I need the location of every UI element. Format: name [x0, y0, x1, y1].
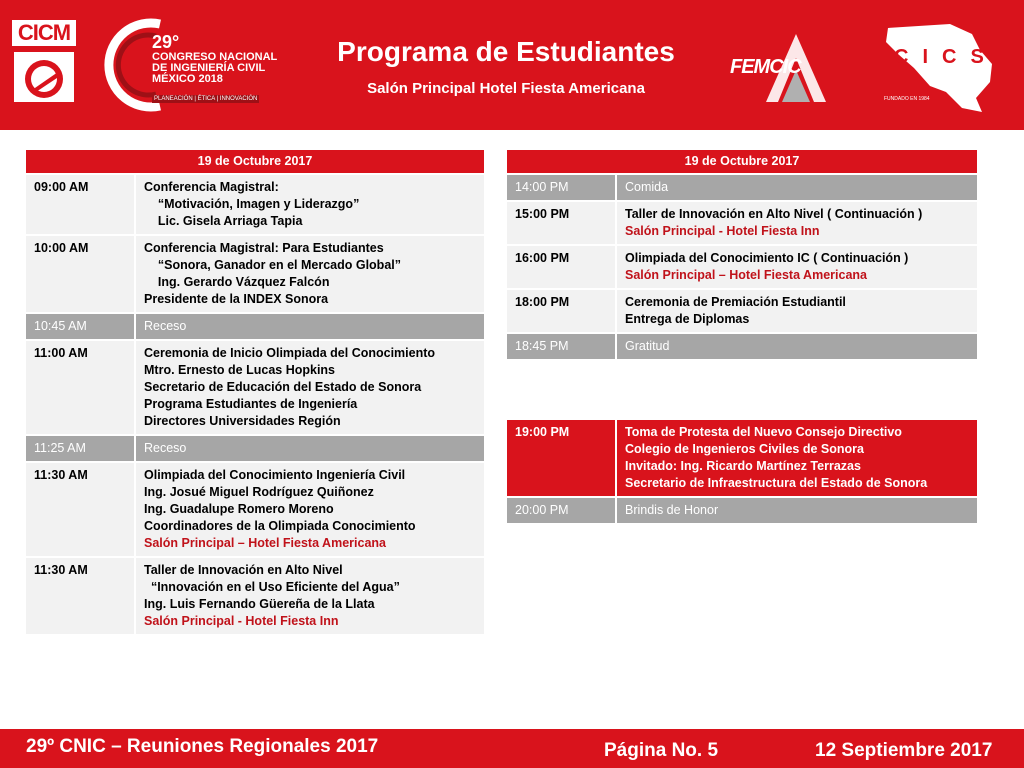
schedule-time: 16:00 PM [507, 245, 616, 289]
schedule-row [507, 420, 977, 497]
schedule-row [507, 289, 977, 333]
schedule-location: Salón Principal - Hotel Fiesta Inn [144, 614, 339, 628]
schedule-line: Invitado: Ing. Ricardo Martínez Terrazas [625, 459, 861, 473]
schedule-line: Olimpiada del Conocimiento IC ( Continuación ) [625, 251, 909, 265]
right-table-date: 19 de Octubre 2017 [507, 150, 977, 174]
schedule-row [26, 435, 484, 462]
evening-schedule-table [507, 420, 977, 525]
footer-date: 12 Septiembre 2017 [815, 740, 993, 761]
schedule-line: Colegio de Ingenieros Civiles de Sonora [625, 442, 864, 456]
schedule-line: Ceremonia de Inicio Olimpiada del Conocimiento [144, 346, 436, 360]
schedule-time: 11:00 AM [26, 340, 135, 435]
schedule-line: Mtro. Ernesto de Lucas Hopkins [144, 363, 336, 377]
congreso-name: CONGRESO NACIONAL DE INGENIERÍA CIVIL MÉXICO 2018 [152, 51, 278, 85]
schedule-line: Receso [144, 319, 187, 333]
cics-logo-text: CICS [894, 46, 998, 68]
schedule-description [616, 201, 977, 245]
cics-logo [880, 20, 1000, 116]
schedule-line: Lic. Gisela Arriaga Tapia [144, 214, 303, 228]
schedule-line: Secretario de Infraestructura del Estado de Sonora [625, 476, 928, 490]
schedule-line: Entrega de Diplomas [625, 312, 750, 326]
schedule-description [616, 245, 977, 289]
schedule-description [616, 497, 977, 524]
schedule-line: Toma de Protesta del Nuevo Consejo Directivo [625, 425, 902, 439]
schedule-row [26, 235, 484, 313]
femcic-logo-text: FEMCIC [730, 56, 801, 78]
schedule-description [135, 340, 484, 435]
schedule-time: 11:25 AM [26, 435, 135, 462]
schedule-line: Ing. Josué Miguel Rodríguez Quiñonez [144, 485, 374, 499]
page-subtitle: Salón Principal Hotel Fiesta Americana [367, 80, 645, 97]
schedule-row [26, 462, 484, 557]
schedule-description [135, 435, 484, 462]
schedule-line: Brindis de Honor [625, 503, 719, 517]
schedule-line: Programa Estudiantes de Ingeniería [144, 397, 358, 411]
schedule-time: 18:45 PM [507, 333, 616, 360]
schedule-description [616, 420, 977, 497]
schedule-line: Taller de Innovación en Alto Nivel [144, 563, 343, 577]
schedule-row [26, 340, 484, 435]
congreso-logo [100, 14, 290, 114]
schedule-line: Conferencia Magistral: [144, 180, 279, 194]
footer-event: 29º CNIC – Reuniones Regionales 2017 [26, 736, 379, 757]
schedule-row [507, 201, 977, 245]
cicm-emblem-icon [14, 52, 74, 102]
schedule-description [135, 235, 484, 313]
schedule-time: 19:00 PM [507, 420, 616, 497]
schedule-line: Coordinadores de la Olimpiada Conocimiento [144, 519, 416, 533]
schedule-line: Conferencia Magistral: Para Estudiantes [144, 241, 384, 255]
femcic-logo [726, 30, 864, 104]
right-schedule-table [507, 150, 977, 361]
schedule-row [507, 497, 977, 524]
schedule-row [507, 333, 977, 360]
schedule-time: 20:00 PM [507, 497, 616, 524]
cics-founded: FUNDADO EN 1984 [884, 96, 930, 102]
schedule-line: “Innovación en el Uso Eficiente del Agua” [144, 580, 400, 594]
schedule-description [616, 289, 977, 333]
schedule-location: Salón Principal – Hotel Fiesta Americana [625, 268, 867, 282]
schedule-line: Ing. Luis Fernando Güereña de la Llata [144, 597, 375, 611]
left-table-date-header [26, 150, 484, 174]
schedule-location: Salón Principal - Hotel Fiesta Inn [625, 224, 820, 238]
schedule-description [616, 174, 977, 201]
congreso-year: 29° [152, 32, 180, 52]
schedule-line: “Motivación, Imagen y Liderazgo” [144, 197, 360, 211]
schedule-line: Receso [144, 441, 187, 455]
schedule-time: 10:00 AM [26, 235, 135, 313]
schedule-time: 11:30 AM [26, 462, 135, 557]
schedule-row [507, 245, 977, 289]
schedule-location: Salón Principal – Hotel Fiesta Americana [144, 536, 386, 550]
schedule-description [135, 313, 484, 340]
schedule-line: Secretario de Educación del Estado de Sonora [144, 380, 422, 394]
schedule-row [26, 557, 484, 635]
footer-page-number: Página No. 5 [604, 740, 719, 761]
schedule-time: 18:00 PM [507, 289, 616, 333]
schedule-time: 14:00 PM [507, 174, 616, 201]
schedule-line: Comida [625, 180, 669, 194]
schedule-line: Ing. Gerardo Vázquez Falcón [144, 275, 330, 289]
schedule-row [26, 174, 484, 235]
schedule-line: Olimpiada del Conocimiento Ingeniería Civil [144, 468, 406, 482]
schedule-line: Ing. Guadalupe Romero Moreno [144, 502, 334, 516]
page-title: Programa de Estudiantes [337, 36, 675, 67]
cicm-logo [12, 20, 76, 104]
schedule-line: Gratitud [625, 339, 670, 353]
schedule-time: 11:30 AM [26, 557, 135, 635]
schedule-line: Ceremonia de Premiación Estudiantil [625, 295, 846, 309]
left-schedule-table [26, 150, 484, 636]
schedule-description [135, 174, 484, 235]
congreso-tagline: PLANEACIÓN | ÉTICA | INNOVACIÓN [154, 96, 258, 102]
schedule-row [507, 174, 977, 201]
schedule-time: 09:00 AM [26, 174, 135, 235]
schedule-time: 10:45 AM [26, 313, 135, 340]
schedule-line: “Sonora, Ganador en el Mercado Global” [144, 258, 401, 272]
schedule-line: Directores Universidades Región [144, 414, 341, 428]
schedule-description [135, 557, 484, 635]
cicm-logo-text: CICM [12, 20, 76, 46]
schedule-time: 15:00 PM [507, 201, 616, 245]
schedule-row [26, 313, 484, 340]
schedule-line: Taller de Innovación en Alto Nivel ( Continuación ) [625, 207, 923, 221]
schedule-description [616, 333, 977, 360]
schedule-description [135, 462, 484, 557]
left-table-date: 19 de Octubre 2017 [26, 150, 484, 174]
right-table-date-header [507, 150, 977, 174]
schedule-line: Presidente de la INDEX Sonora [144, 292, 329, 306]
